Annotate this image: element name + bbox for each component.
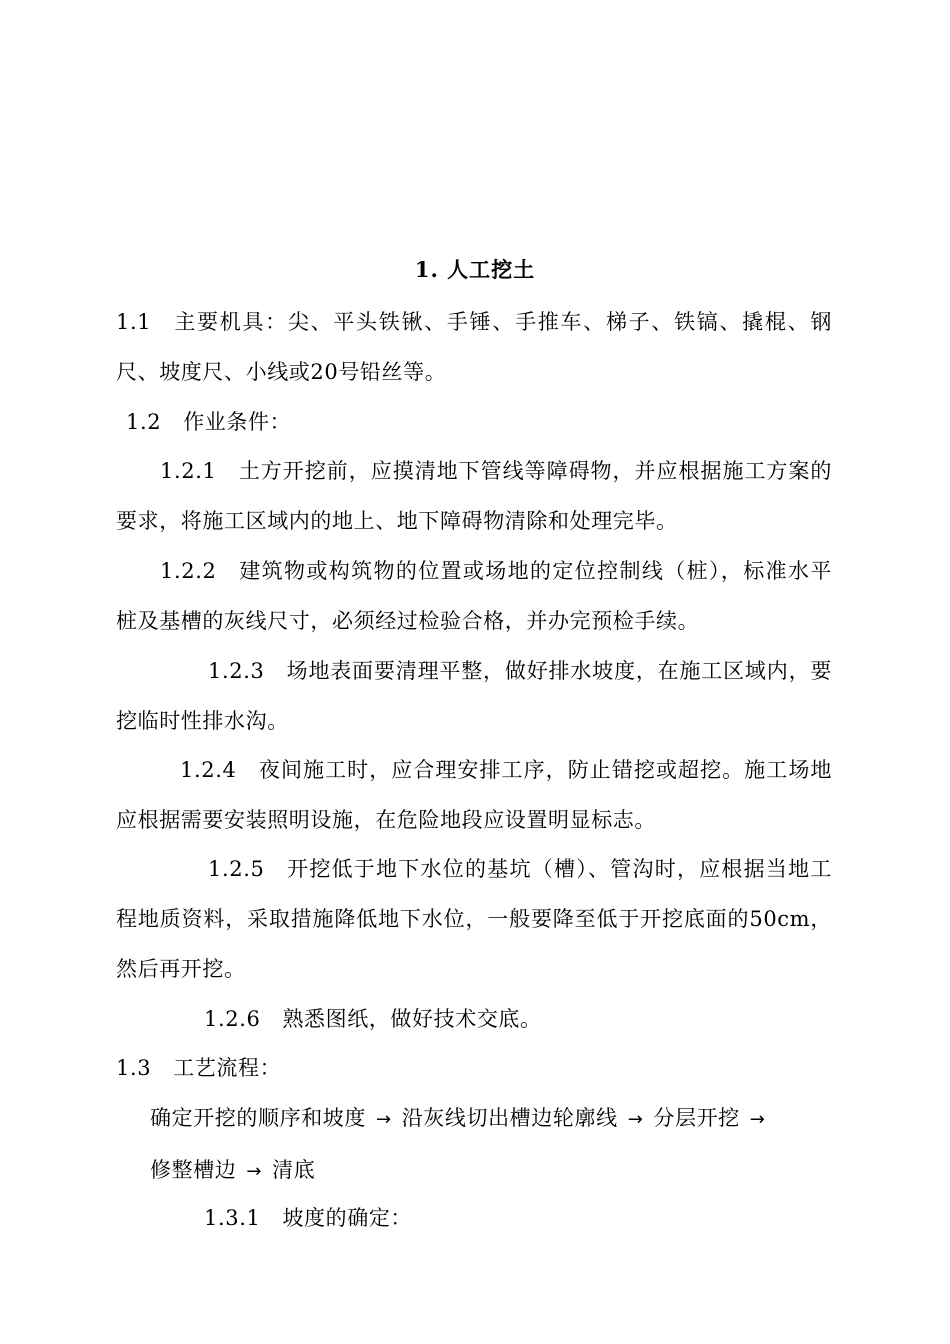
paragraph-1-2-6 — [116, 994, 832, 1044]
section-number: 1.2.1 — [160, 459, 217, 483]
arrow-right-icon: → — [376, 1109, 392, 1130]
flow-step: 确定开挖的顺序和坡度 — [150, 1106, 366, 1130]
paragraph-1-2-4 — [116, 745, 832, 845]
section-text: 工艺流程： — [173, 1056, 282, 1080]
paragraph-1-2-2 — [116, 546, 832, 646]
section-number: 1.2.5 — [208, 857, 265, 881]
section-number: 1.3.1 — [204, 1206, 261, 1230]
page-title: 1. 人工挖土 — [414, 257, 536, 282]
section-number: 1.2 — [126, 410, 162, 434]
process-flow — [150, 1093, 830, 1197]
section-text: 土方开挖前，应摸清地下管线等障碍物，并应根据施工方案的要求，将施工区域内的地上、地下障碍物清除和处理完毕。 — [116, 459, 832, 533]
section-text: 开挖低于地下水位的基坑（槽）、管沟时，应根据当地工程地质资料，采取措施降低地下水位，一般要降至低于开挖底面的50cm，然后再开挖。 — [116, 857, 832, 981]
section-number: 1.2.3 — [208, 659, 265, 683]
section-text: 作业条件： — [183, 410, 292, 434]
section-text: 建筑物或构筑物的位置或场地的定位控制线（桩），标准水平桩及基槽的灰线尺寸，必须经过检验合格，并办完预检手续。 — [116, 559, 832, 633]
paragraph-1-1 — [116, 297, 832, 397]
flow-step: 修整槽边 — [150, 1158, 237, 1182]
section-number: 1.1 — [116, 310, 152, 334]
flow-step: 清底 — [272, 1158, 316, 1182]
paragraph-1-2-1 — [116, 446, 832, 546]
section-text: 熟悉图纸，做好技术交底。 — [282, 1007, 542, 1031]
paragraph-1-3-1 — [116, 1193, 832, 1243]
arrow-right-icon: → — [749, 1109, 766, 1130]
section-text: 夜间施工时，应合理安排工序，防止错挖或超挖。施工场地应根据需要安装照明设施，在危险地段应设置明显标志。 — [116, 758, 832, 832]
section-text: 坡度的确定： — [282, 1206, 413, 1230]
paragraph-1-3 — [116, 1043, 832, 1093]
flow-step: 沿灰线切出槽边轮廓线 — [401, 1106, 618, 1130]
arrow-right-icon: → — [627, 1109, 644, 1130]
arrow-right-icon: → — [246, 1161, 263, 1182]
section-text: 主要机具：尖、平头铁锹、手锤、手推车、梯子、铁镐、撬棍、钢尺、坡度尺、小线或20号铅丝等。 — [116, 310, 832, 384]
section-number: 1.2.6 — [204, 1007, 261, 1031]
paragraph-1-2-3 — [116, 646, 832, 746]
flow-step: 分层开挖 — [653, 1106, 740, 1130]
section-number: 1.3 — [116, 1056, 152, 1080]
paragraph-1-2 — [126, 397, 842, 447]
section-number: 1.2.4 — [180, 758, 237, 782]
paragraph-1-2-5 — [116, 844, 832, 994]
section-text: 场地表面要清理平整，做好排水坡度，在施工区域内，要挖临时性排水沟。 — [116, 659, 832, 733]
section-number: 1.2.2 — [160, 559, 217, 583]
